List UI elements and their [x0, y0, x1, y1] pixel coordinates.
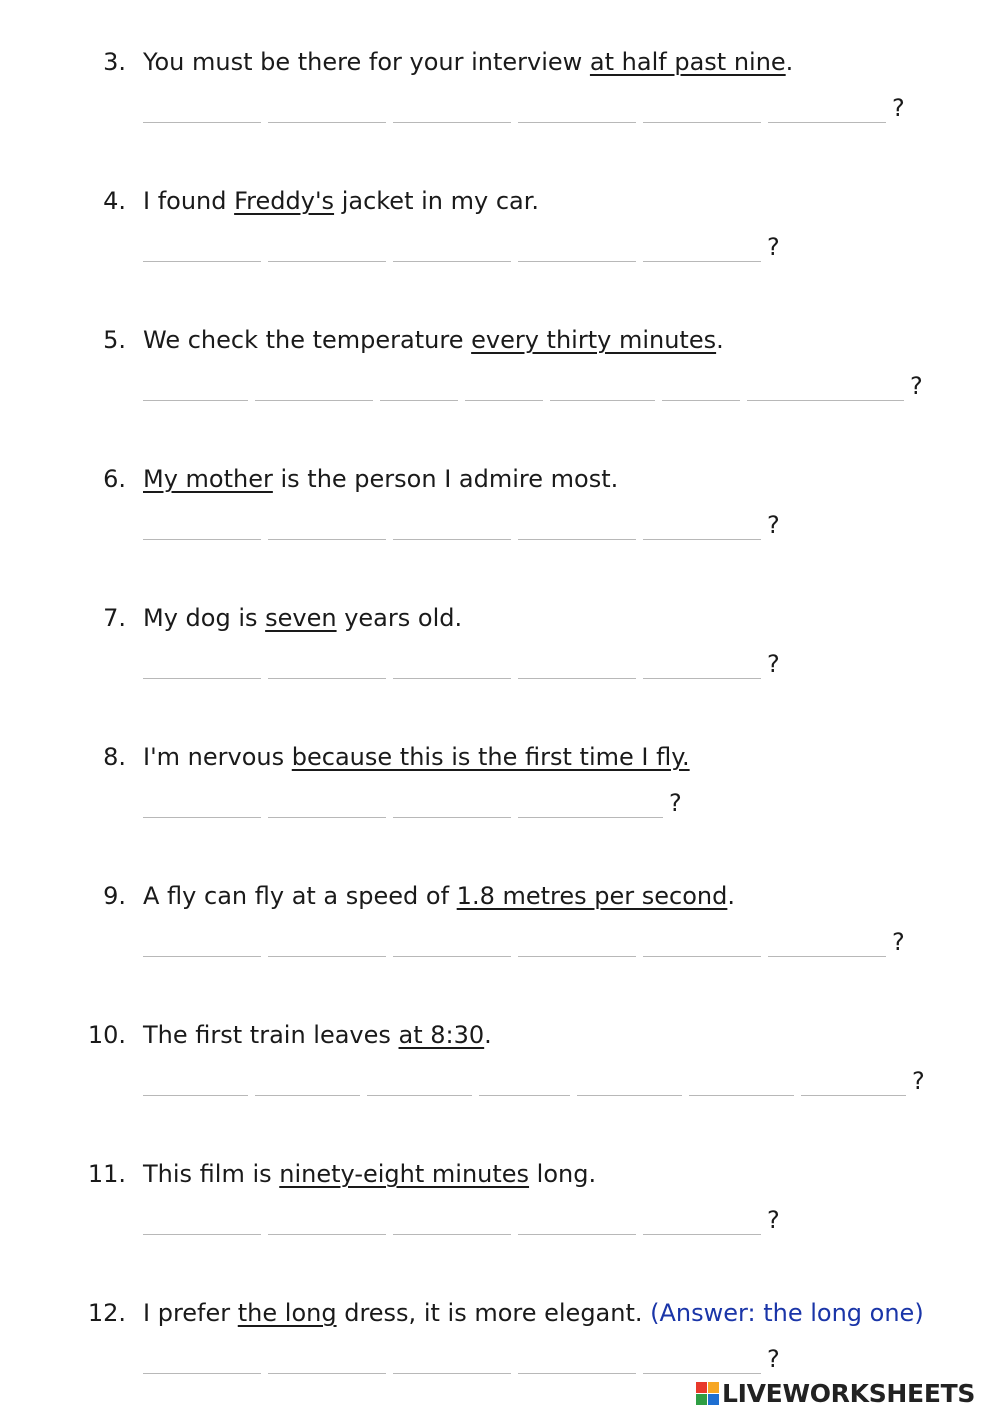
sentence-text: is the person I admire most. — [272, 465, 619, 493]
question-mark: ? — [910, 372, 923, 400]
sentence-text: We check the temperature — [143, 326, 472, 354]
answer-word-blank[interactable] — [143, 1209, 261, 1235]
answer-word-blank[interactable] — [465, 375, 543, 401]
answer-word-blank[interactable] — [643, 931, 761, 957]
answer-word-blank[interactable] — [801, 1070, 906, 1096]
answer-word-blank[interactable] — [768, 931, 886, 957]
answer-word-blank[interactable] — [393, 514, 511, 540]
sentence-text: . — [785, 48, 794, 76]
underlined-phrase: every thirty minutes — [471, 326, 717, 354]
answer-word-blank[interactable] — [643, 1348, 761, 1374]
answer-word-blank[interactable] — [143, 236, 261, 262]
sentence-text: dress, it is more elegant. — [336, 1299, 651, 1327]
answer-word-blank[interactable] — [479, 1070, 570, 1096]
underlined-phrase: at 8:30 — [398, 1021, 485, 1049]
question-number: 11. — [87, 1160, 126, 1188]
answer-word-blank[interactable] — [268, 931, 386, 957]
answer-word-blank[interactable] — [550, 375, 655, 401]
question-number: 9. — [103, 882, 126, 910]
answer-word-blank[interactable] — [143, 514, 261, 540]
answer-word-blank[interactable] — [367, 1070, 472, 1096]
question-number: 3. — [103, 48, 126, 76]
question-number: 10. — [87, 1021, 126, 1049]
answer-word-blank[interactable] — [643, 97, 761, 123]
answer-word-blank[interactable] — [518, 931, 636, 957]
sentence-text: You must be there for your interview — [143, 48, 590, 76]
answer-word-blank[interactable] — [689, 1070, 794, 1096]
question-sentence — [143, 325, 724, 355]
sentence-text: I prefer — [143, 1299, 238, 1327]
answer-word-blank[interactable] — [143, 653, 261, 679]
sentence-text: . — [484, 1021, 492, 1049]
answer-word-blank[interactable] — [143, 1070, 248, 1096]
question-sentence — [143, 881, 735, 911]
sentence-text: This film is — [143, 1160, 280, 1188]
answer-word-blank[interactable] — [143, 931, 261, 957]
answer-hint: (Answer: — [650, 1299, 764, 1327]
answer-word-blank[interactable] — [255, 375, 373, 401]
question-sentence — [143, 1298, 924, 1328]
sentence-text: I'm nervous — [143, 743, 292, 771]
answer-word-blank[interactable] — [393, 653, 511, 679]
question-number: 12. — [87, 1299, 126, 1327]
question-sentence — [143, 1159, 596, 1189]
question-mark: ? — [767, 511, 780, 539]
underlined-phrase: seven — [265, 604, 337, 632]
answer-word-blank[interactable] — [518, 1209, 636, 1235]
question-sentence — [143, 47, 793, 77]
answer-word-blank[interactable] — [518, 97, 636, 123]
answer-word-blank[interactable] — [255, 1070, 360, 1096]
question-number: 6. — [103, 465, 126, 493]
question-mark: ? — [767, 1345, 780, 1373]
answer-word-blank[interactable] — [643, 236, 761, 262]
question-sentence — [143, 186, 539, 216]
question-mark: ? — [892, 928, 905, 956]
answer-word-blank[interactable] — [268, 236, 386, 262]
answer-word-blank[interactable] — [143, 97, 261, 123]
answer-word-blank[interactable] — [268, 514, 386, 540]
answer-word-blank[interactable] — [143, 1348, 261, 1374]
question-mark: ? — [669, 789, 682, 817]
underlined-phrase: Freddy's — [234, 187, 335, 215]
underlined-phrase: at half past nine — [589, 48, 786, 76]
sentence-text: years old. — [336, 604, 463, 632]
liveworksheets-logo-icon — [696, 1378, 720, 1408]
answer-word-blank[interactable] — [143, 792, 261, 818]
question-mark: ? — [767, 233, 780, 261]
sentence-text: I found — [143, 187, 235, 215]
question-number: 4. — [103, 187, 126, 215]
answer-word-blank[interactable] — [643, 514, 761, 540]
answer-hint: the long one — [763, 1299, 915, 1327]
question-sentence — [143, 742, 690, 772]
question-number: 7. — [103, 604, 126, 632]
answer-word-blank[interactable] — [393, 1209, 511, 1235]
underlined-phrase: the long — [237, 1299, 337, 1327]
answer-word-blank[interactable] — [643, 653, 761, 679]
answer-word-blank[interactable] — [518, 236, 636, 262]
answer-word-blank[interactable] — [768, 97, 886, 123]
answer-hint: ) — [914, 1299, 924, 1327]
answer-word-blank[interactable] — [268, 1348, 386, 1374]
answer-word-blank[interactable] — [577, 1070, 682, 1096]
answer-word-blank[interactable] — [393, 236, 511, 262]
question-mark: ? — [912, 1067, 925, 1095]
sentence-text: . — [727, 882, 735, 910]
liveworksheets-brand — [696, 1376, 975, 1410]
answer-word-blank[interactable] — [662, 375, 740, 401]
sentence-text: My dog is — [143, 604, 266, 632]
answer-word-blank[interactable] — [380, 375, 458, 401]
answer-word-blank[interactable] — [268, 653, 386, 679]
answer-word-blank[interactable] — [518, 792, 663, 818]
sentence-text: A fly can fly at a speed of — [143, 882, 457, 910]
question-sentence — [143, 1020, 492, 1050]
question-number: 8. — [103, 743, 126, 771]
answer-word-blank[interactable] — [393, 792, 511, 818]
question-mark: ? — [892, 94, 905, 122]
answer-word-blank[interactable] — [518, 1348, 636, 1374]
answer-word-blank[interactable] — [393, 931, 511, 957]
sentence-text: The first train leaves — [143, 1021, 399, 1049]
question-mark: ? — [767, 650, 780, 678]
question-sentence — [143, 603, 462, 633]
brand-name: LIVEWORKSHEETS — [722, 1378, 976, 1408]
underlined-phrase: 1.8 metres per second — [456, 882, 728, 910]
underlined-phrase: My mother — [143, 465, 273, 493]
question-sentence — [143, 464, 618, 494]
underlined-phrase: ninety-eight minutes — [279, 1160, 530, 1188]
answer-word-blank[interactable] — [518, 653, 636, 679]
question-number: 5. — [103, 326, 126, 354]
answer-word-blank[interactable] — [268, 1209, 386, 1235]
sentence-text: . — [716, 326, 724, 354]
sentence-text: long. — [529, 1160, 597, 1188]
answer-word-blank[interactable] — [143, 375, 248, 401]
answer-word-blank[interactable] — [747, 375, 904, 401]
answer-word-blank[interactable] — [518, 514, 636, 540]
answer-word-blank[interactable] — [393, 97, 511, 123]
question-mark: ? — [767, 1206, 780, 1234]
sentence-text: jacket in my car. — [334, 187, 540, 215]
answer-word-blank[interactable] — [643, 1209, 761, 1235]
underlined-phrase: because this is the first time I fly. — [291, 743, 690, 771]
answer-word-blank[interactable] — [393, 1348, 511, 1374]
answer-word-blank[interactable] — [268, 792, 386, 818]
answer-word-blank[interactable] — [268, 97, 386, 123]
